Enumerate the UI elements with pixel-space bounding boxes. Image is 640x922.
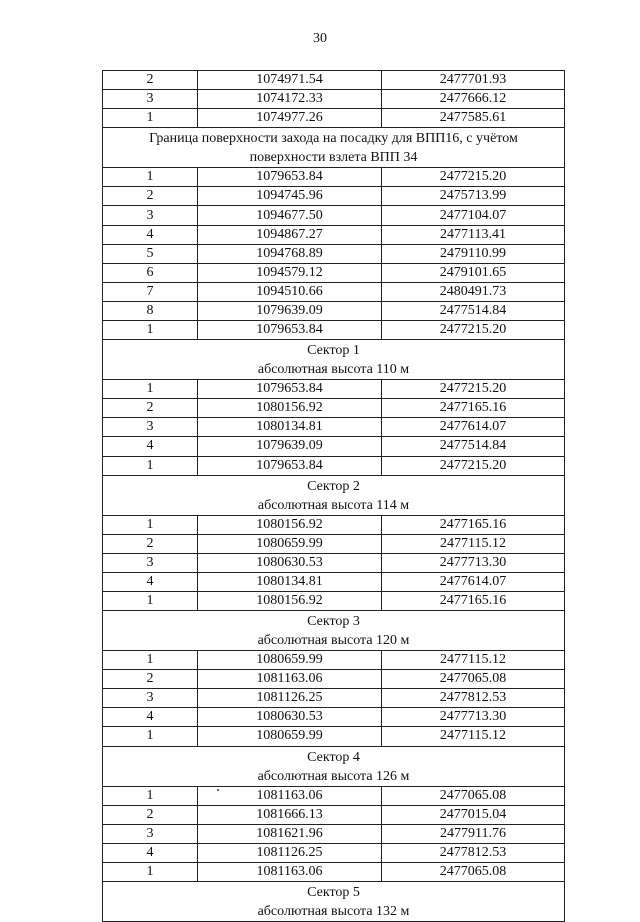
x-coordinate-cell: 1080156.92	[198, 591, 382, 610]
y-coordinate-cell: 2477812.53	[382, 689, 565, 708]
point-number-cell: 1	[103, 380, 198, 399]
table-row	[103, 437, 565, 456]
point-number-cell: 1	[103, 786, 198, 805]
section-header-line: абсолютная высота 132 м	[257, 904, 410, 919]
section-header-row	[103, 475, 565, 515]
table-row	[103, 786, 565, 805]
y-coordinate-cell: 2477113.41	[382, 225, 565, 244]
y-coordinate-cell: 2477165.16	[382, 399, 565, 418]
table-row	[103, 263, 565, 282]
section-header-cell	[103, 475, 565, 515]
y-coordinate-cell: 2477065.08	[382, 862, 565, 881]
point-number-cell: 2	[103, 71, 198, 90]
table-row	[103, 380, 565, 399]
point-number-cell: 1	[103, 109, 198, 128]
x-coordinate-cell: 1080630.53	[198, 708, 382, 727]
table-row	[103, 399, 565, 418]
table-row	[103, 168, 565, 187]
y-coordinate-cell: 2479101.65	[382, 263, 565, 282]
coordinates-table	[102, 70, 565, 922]
x-coordinate-cell: 1080659.99	[198, 651, 382, 670]
point-number-cell: 1	[103, 591, 198, 610]
x-coordinate-cell: 1074971.54	[198, 71, 382, 90]
point-number-cell: 3	[103, 824, 198, 843]
x-coordinate-cell: 1079653.84	[198, 321, 382, 340]
table-row	[103, 225, 565, 244]
point-number-cell: 6	[103, 263, 198, 282]
table-row	[103, 862, 565, 881]
x-coordinate-cell: 1081126.25	[198, 843, 382, 862]
point-number-cell: 4	[103, 843, 198, 862]
x-coordinate-cell: 1094768.89	[198, 244, 382, 263]
table-row	[103, 727, 565, 746]
x-coordinate-cell: 1094677.50	[198, 206, 382, 225]
table-row	[103, 708, 565, 727]
y-coordinate-cell: 2477215.20	[382, 168, 565, 187]
y-coordinate-cell: 2477215.20	[382, 456, 565, 475]
table-row	[103, 591, 565, 610]
x-coordinate-cell: 1074172.33	[198, 90, 382, 109]
point-number-cell: 2	[103, 805, 198, 824]
point-number-cell: 8	[103, 301, 198, 320]
point-number-cell: 1	[103, 651, 198, 670]
table-row	[103, 244, 565, 263]
y-coordinate-cell: 2477065.08	[382, 786, 565, 805]
x-coordinate-cell: 1081163.06	[198, 786, 382, 805]
x-coordinate-cell: 1081163.06	[198, 670, 382, 689]
point-number-cell: 2	[103, 399, 198, 418]
section-header-cell	[103, 340, 565, 380]
point-number-cell: 1	[103, 727, 198, 746]
section-header-line: абсолютная высота 126 м	[257, 768, 410, 784]
table-row	[103, 824, 565, 843]
section-header-row	[103, 128, 565, 168]
y-coordinate-cell: 2479110.99	[382, 244, 565, 263]
point-number-cell: 4	[103, 437, 198, 456]
x-coordinate-cell: 1081666.13	[198, 805, 382, 824]
table-row	[103, 572, 565, 591]
table-row	[103, 689, 565, 708]
point-number-cell: 3	[103, 90, 198, 109]
section-header-line: Сектор 5	[307, 885, 360, 900]
table-row	[103, 301, 565, 320]
y-coordinate-cell: 2477911.76	[382, 824, 565, 843]
point-number-cell: 2	[103, 670, 198, 689]
table-row	[103, 456, 565, 475]
section-header-row	[103, 746, 565, 786]
table-row	[103, 515, 565, 534]
table-row	[103, 805, 565, 824]
x-coordinate-cell: 1079639.09	[198, 301, 382, 320]
table-row	[103, 321, 565, 340]
point-number-cell: 3	[103, 418, 198, 437]
point-number-cell: 4	[103, 572, 198, 591]
point-number-cell: 7	[103, 282, 198, 301]
y-coordinate-cell: 2477713.30	[382, 708, 565, 727]
x-coordinate-cell: 1079653.84	[198, 168, 382, 187]
table-row	[103, 534, 565, 553]
point-number-cell: 3	[103, 553, 198, 572]
x-coordinate-cell: 1079639.09	[198, 437, 382, 456]
y-coordinate-cell: 2477015.04	[382, 805, 565, 824]
y-coordinate-cell: 2477614.07	[382, 572, 565, 591]
point-number-cell: 3	[103, 689, 198, 708]
x-coordinate-cell: 1080659.99	[198, 534, 382, 553]
table-row	[103, 418, 565, 437]
y-coordinate-cell: 2477812.53	[382, 843, 565, 862]
point-number-cell: 1	[103, 862, 198, 881]
y-coordinate-cell: 2477115.12	[382, 727, 565, 746]
x-coordinate-cell: 1094510.66	[198, 282, 382, 301]
section-header-line: абсолютная высота 114 м	[257, 497, 410, 513]
table-row	[103, 90, 565, 109]
y-coordinate-cell: 2477614.07	[382, 418, 565, 437]
table-row	[103, 206, 565, 225]
x-coordinate-cell: 1081621.96	[198, 824, 382, 843]
x-coordinate-cell: 1080630.53	[198, 553, 382, 572]
y-coordinate-cell: 2477701.93	[382, 71, 565, 90]
y-coordinate-cell: 2477165.16	[382, 515, 565, 534]
section-header-cell	[103, 611, 565, 651]
table-row	[103, 282, 565, 301]
y-coordinate-cell: 2477065.08	[382, 670, 565, 689]
section-header-line: Сектор 2	[307, 478, 360, 494]
section-header-line: абсолютная высота 110 м	[257, 362, 410, 378]
y-coordinate-cell: 2480491.73	[382, 282, 565, 301]
table-row	[103, 187, 565, 206]
coordinates-table-body	[103, 71, 565, 922]
y-coordinate-cell: 2477713.30	[382, 553, 565, 572]
section-header-cell	[103, 882, 565, 922]
point-number-cell: 3	[103, 206, 198, 225]
point-number-cell: 1	[103, 456, 198, 475]
section-header-line: абсолютная высота 120 м	[257, 633, 410, 649]
x-coordinate-cell: 1079653.84	[198, 380, 382, 399]
y-coordinate-cell: 2477514.84	[382, 301, 565, 320]
table-row	[103, 553, 565, 572]
x-coordinate-cell: 1079653.84	[198, 456, 382, 475]
y-coordinate-cell: 2475713.99	[382, 187, 565, 206]
table-row	[103, 670, 565, 689]
table-row	[103, 109, 565, 128]
x-coordinate-cell: 1080659.99	[198, 727, 382, 746]
point-number-cell: 2	[103, 187, 198, 206]
section-header-line: Сектор 4	[307, 749, 360, 765]
section-header-cell	[103, 746, 565, 786]
x-coordinate-cell: 1094579.12	[198, 263, 382, 282]
section-header-row	[103, 340, 565, 380]
scan-speck	[217, 789, 219, 791]
x-coordinate-cell: 1080156.92	[198, 515, 382, 534]
y-coordinate-cell: 2477585.61	[382, 109, 565, 128]
point-number-cell: 2	[103, 534, 198, 553]
point-number-cell: 4	[103, 225, 198, 244]
x-coordinate-cell: 1094867.27	[198, 225, 382, 244]
table-row	[103, 651, 565, 670]
section-header-row	[103, 611, 565, 651]
x-coordinate-cell: 1080134.81	[198, 418, 382, 437]
point-number-cell: 1	[103, 168, 198, 187]
x-coordinate-cell: 1081163.06	[198, 862, 382, 881]
y-coordinate-cell: 2477165.16	[382, 591, 565, 610]
y-coordinate-cell: 2477115.12	[382, 651, 565, 670]
table-row	[103, 843, 565, 862]
x-coordinate-cell: 1081126.25	[198, 689, 382, 708]
x-coordinate-cell: 1080156.92	[198, 399, 382, 418]
y-coordinate-cell: 2477115.12	[382, 534, 565, 553]
y-coordinate-cell: 2477215.20	[382, 321, 565, 340]
x-coordinate-cell: 1094745.96	[198, 187, 382, 206]
x-coordinate-cell: 1074977.26	[198, 109, 382, 128]
y-coordinate-cell: 2477666.12	[382, 90, 565, 109]
point-number-cell: 4	[103, 708, 198, 727]
section-header-line: Сектор 3	[307, 614, 360, 630]
point-number-cell: 5	[103, 244, 198, 263]
y-coordinate-cell: 2477104.07	[382, 206, 565, 225]
page-number: 30	[313, 31, 327, 46]
point-number-cell: 1	[103, 321, 198, 340]
section-header-line: поверхности взлета ВПП 34	[249, 150, 418, 166]
section-header-row	[103, 882, 565, 922]
section-header-cell	[103, 128, 565, 168]
y-coordinate-cell: 2477215.20	[382, 380, 565, 399]
section-header-line: Граница поверхности захода на посадку для ВПП16, с учётом	[149, 131, 518, 147]
table-row	[103, 71, 565, 90]
y-coordinate-cell: 2477514.84	[382, 437, 565, 456]
section-header-line: Сектор 1	[307, 343, 360, 359]
point-number-cell: 1	[103, 515, 198, 534]
x-coordinate-cell: 1080134.81	[198, 572, 382, 591]
